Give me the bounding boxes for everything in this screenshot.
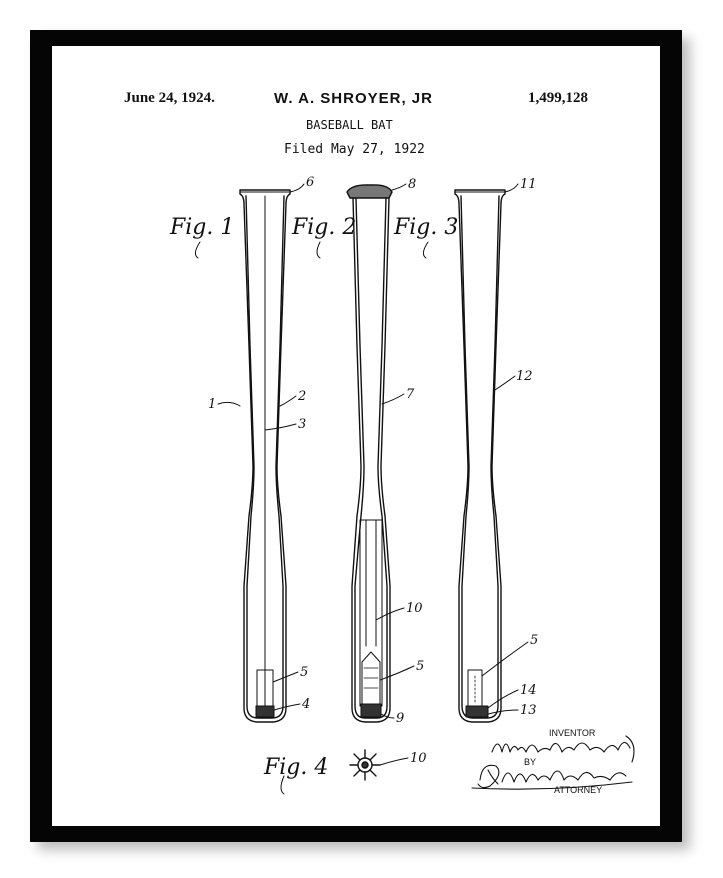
ref-8: 8	[408, 177, 417, 192]
picture-frame	[30, 30, 682, 842]
inventor-name: W. A. SHROYER, JR	[274, 90, 433, 107]
attorney-label: ATTORNEY	[554, 785, 603, 795]
filed-date: Filed May 27, 1922	[284, 142, 425, 157]
fig3-label: Fig. 3	[394, 215, 459, 240]
ref-5a: 5	[300, 665, 309, 680]
attorney-signature-drawing	[472, 765, 632, 789]
patent-number: 1,499,128	[528, 90, 588, 106]
ref-10b: 10	[410, 751, 427, 766]
ref-11: 11	[520, 177, 537, 192]
ref-14: 14	[520, 683, 537, 698]
ref-6: 6	[306, 175, 315, 190]
patent-date: June 24, 1924.	[124, 90, 215, 106]
ref-4: 4	[302, 697, 311, 712]
fig1-bat-drawing	[240, 190, 290, 722]
ref-5c: 5	[530, 633, 539, 648]
ref-3: 3	[298, 417, 307, 432]
ref-5b: 5	[416, 659, 425, 674]
ref-10a: 10	[406, 601, 423, 616]
fig2-bat-drawing	[347, 185, 392, 722]
fig2-label: Fig. 2	[292, 215, 357, 240]
fig4-star-drawing	[350, 750, 380, 780]
ref-12: 12	[516, 369, 533, 384]
inventor-signature-drawing	[492, 736, 634, 762]
ref-9: 9	[396, 711, 405, 726]
ref-13: 13	[520, 703, 537, 718]
patent-sheet	[52, 46, 660, 826]
ref-2: 2	[298, 389, 307, 404]
fig3-bat-drawing	[455, 190, 505, 722]
patent-title: BASEBALL BAT	[306, 118, 393, 132]
inventor-label: INVENTOR	[549, 728, 596, 738]
fig4-label: Fig. 4	[264, 755, 329, 780]
fig1-label: Fig. 1	[170, 215, 235, 240]
patent-drawing	[52, 46, 660, 826]
by-label: BY	[524, 757, 537, 767]
ref-7: 7	[406, 387, 415, 402]
ref-1: 1	[208, 397, 217, 412]
